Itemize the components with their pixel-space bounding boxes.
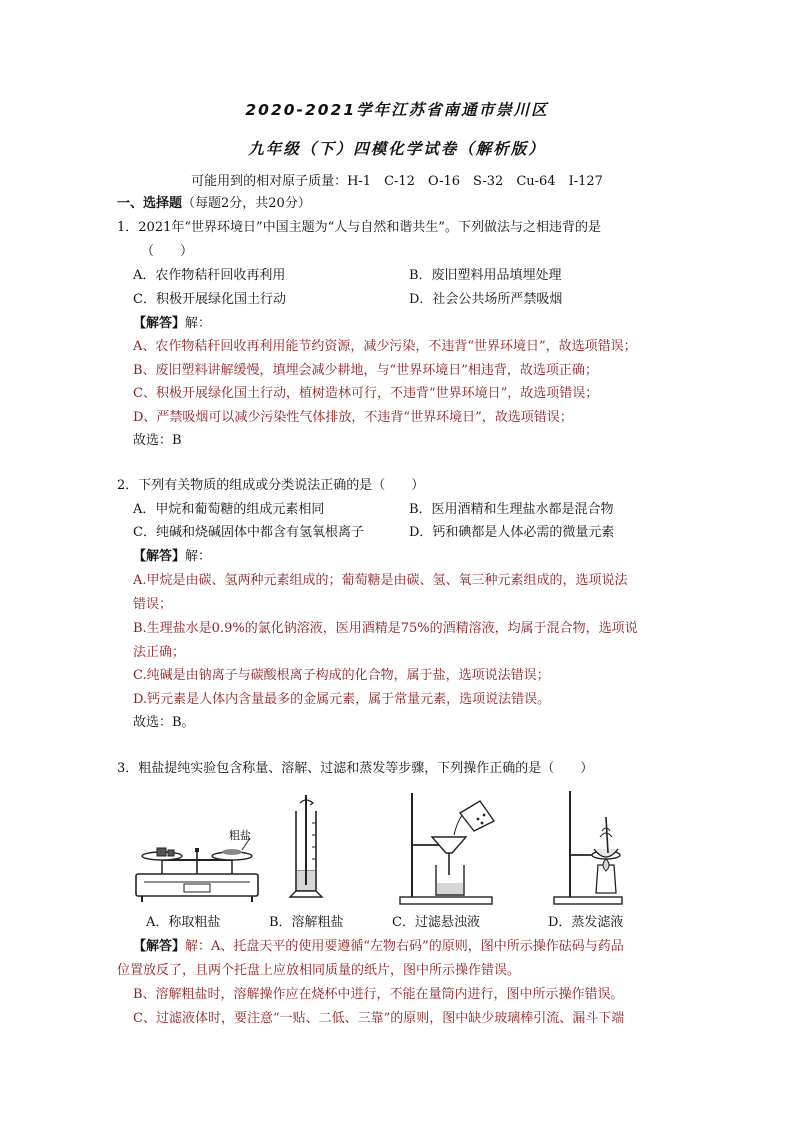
figure-label-crude-salt: 粗盐 [229, 829, 251, 842]
section-note: （每题2分，共20分） [182, 196, 311, 211]
q2-answer-jie: 解： [185, 549, 212, 564]
q1-choice: 故选：B [133, 433, 182, 448]
q1-explain-a: A、农作物秸秆回收再利用能节约资源，减少污染，不违背“世界环境日”，故选项错误； [133, 339, 637, 354]
q2-option-d: D．钙和碘都是人体必需的微量元素 [409, 525, 615, 540]
section-heading [117, 195, 311, 213]
q2-explain-c: C.纯碱是由钠离子与碳酸根离子构成的化合物，属于盐，选项说法错误； [133, 668, 550, 683]
q1-stem-line2: （ ） [141, 244, 194, 259]
cylinder-figure [282, 793, 332, 905]
q3-answer-tag: 【解答】 [133, 939, 186, 954]
section-title: 一、选择题 [117, 196, 183, 211]
q2-option-c: C．纯碱和烧碱固体中都含有氢氧根离子 [133, 525, 364, 540]
q1-option-b: B．废旧塑料用品填埋处理 [409, 268, 562, 283]
q3-explain-line1 [133, 938, 624, 956]
atomic-masses: 可能用到的相对原子质量：H-1 C-12 O-16 S-32 Cu-64 I-127 [191, 174, 603, 189]
q1-option-a: A．农作物秸秆回收再利用 [133, 268, 286, 283]
q3-explain-b: B、溶解粗盐时，溶解操作应在烧杯中进行，不能在量筒内进行，图中所示操作错误。 [133, 987, 624, 1002]
title-line-1: 2020-2021学年江苏省南通市崇川区 [245, 101, 549, 119]
q3-explain-a2: 位置放反了，且两个托盘上应放相同质量的纸片，图中所示操作错误。 [117, 963, 521, 978]
q1-explain-b: B、废旧塑料讲解缓慢，填埋会减少耕地，与“世界环境日”相违背，故选项正确； [133, 363, 598, 378]
evaporation-figure [548, 785, 628, 907]
q2-explain-b1: B.生理盐水是0.9%的氯化钠溶液，医用酒精是75%的酒精溶液，均属于混合物，选项说 [133, 621, 638, 636]
q1-answer-heading [133, 315, 211, 333]
filtration-figure [398, 785, 508, 907]
q1-option-d: D．社会公共场所严禁吸烟 [409, 292, 563, 307]
q3-caption-c: C．过滤悬浊液 [392, 915, 480, 930]
q2-explain-a1: A.甲烷是由碳、氢两种元素组成的；葡萄糖是由碳、氢、氧三种元素组成的，选项说法 [133, 573, 628, 588]
q3-explain-a1: 解：A、托盘天平的使用要遵循“左物右码”的原则，图中所示操作砝码与药品 [185, 939, 624, 954]
q3-caption-d: D．蒸发滤液 [548, 915, 624, 930]
q3-caption-a: A．称取粗盐 [146, 915, 221, 930]
q2-answer-heading [133, 548, 211, 566]
q1-explain-d: D、严禁吸烟可以减少污染性气体排放，不违背“世界环境日”，故选项错误； [133, 410, 573, 425]
q2-answer-tag: 【解答】 [133, 549, 186, 564]
q1-explain-c: C、积极开展绿化国土行动，植树造林可行，不违背“世界环境日”，故选项错误； [133, 386, 599, 401]
q3-caption-b: B．溶解粗盐 [269, 915, 344, 930]
q3-explain-c: C、过滤液体时，要注意“一贴、二低、三靠”的原则，图中缺少玻璃棒引流、漏斗下端 [133, 1011, 625, 1026]
q2-option-a: A．甲烷和葡萄糖的组成元素相同 [133, 502, 325, 517]
q1-answer-tag: 【解答】 [133, 316, 186, 331]
q2-option-b: B．医用酒精和生理盐水都是混合物 [409, 502, 614, 517]
q2-explain-b2: 法正确； [133, 645, 186, 660]
q1-stem-line1: 1．2021年“世界环境日”中国主题为“人与自然和谐共生”。下列做法与之相违背的是 [117, 220, 601, 235]
q2-stem: 2．下列有关物质的组成或分类说法正确的是（ ） [117, 478, 425, 493]
q2-explain-a2: 错误； [133, 597, 173, 612]
q3-stem: 3．粗盐提纯实验包含称量、溶解、过滤和蒸发等步骤，下列操作正确的是（ ） [117, 761, 594, 776]
q1-answer-jie: 解： [185, 316, 212, 331]
title-line-2: 九年级（下）四模化学试卷（解析版） [248, 140, 546, 158]
q2-choice: 故选：B。 [133, 715, 195, 730]
q2-explain-d: D.钙元素是人体内含量最多的金属元素，属于常量元素，选项说法错误。 [133, 692, 551, 707]
q1-option-c: C．积极开展绿化国土行动 [133, 292, 286, 307]
